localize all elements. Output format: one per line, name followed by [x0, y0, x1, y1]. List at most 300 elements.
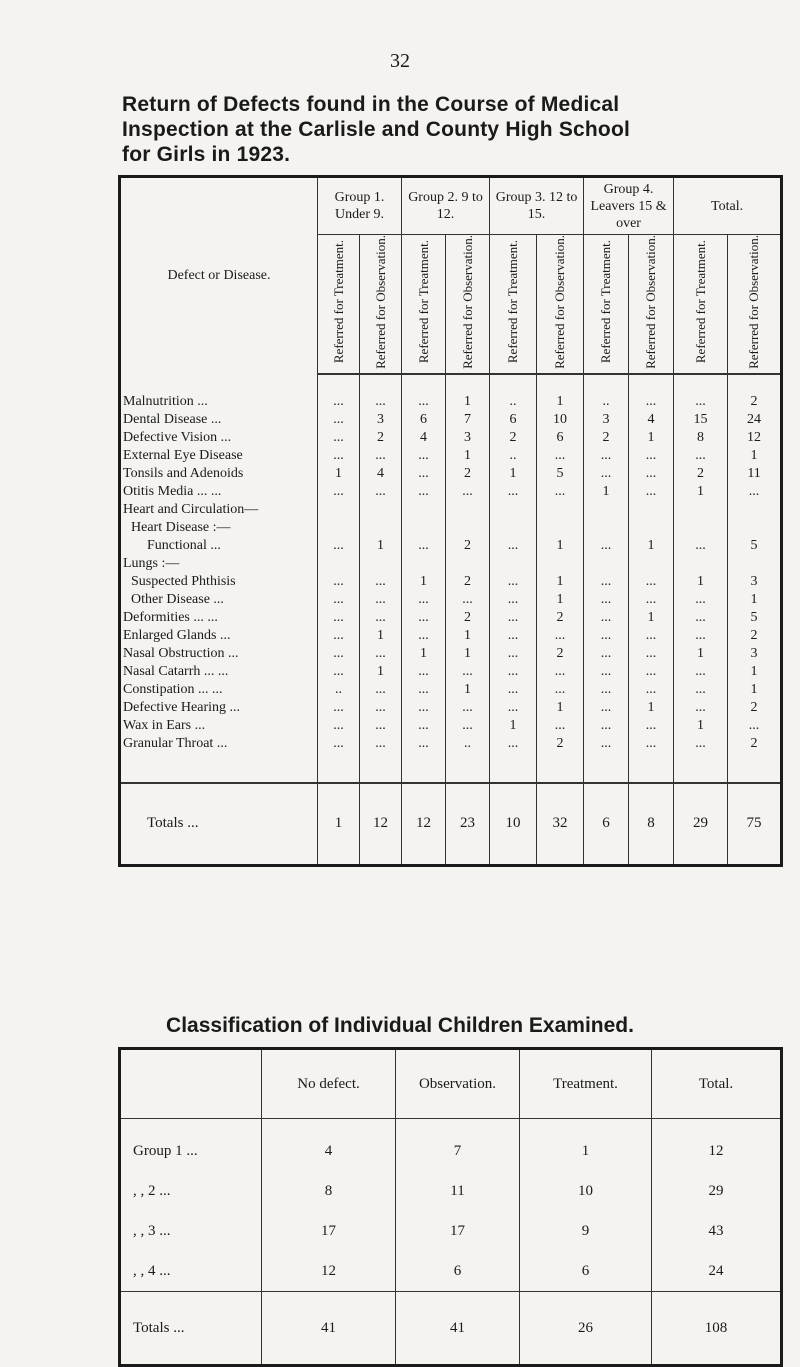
cell-value: ... — [318, 645, 360, 663]
cell-value: ... — [360, 393, 402, 411]
cell-value: ... — [584, 717, 629, 735]
cell-value: 1 — [537, 393, 584, 411]
cell-value: 10 — [537, 411, 584, 429]
cell-value: ... — [629, 591, 674, 609]
subheader-label: Referred for Treatment. — [598, 240, 614, 364]
cell-value — [318, 519, 360, 537]
cell-value: ... — [402, 717, 446, 735]
cell-value — [537, 501, 584, 519]
cell-value — [584, 555, 629, 573]
cell-value: 1 — [629, 537, 674, 555]
cell-value — [674, 501, 728, 519]
table-row — [120, 717, 782, 735]
table-row — [120, 1131, 782, 1171]
cell-value: 9 — [520, 1211, 652, 1251]
spacer-row — [120, 753, 782, 783]
cell-value: ... — [674, 735, 728, 753]
cell-value: 3 — [728, 573, 782, 591]
cell-value: ... — [402, 735, 446, 753]
defect-name: Lungs :— — [123, 555, 180, 571]
cell-value: ... — [537, 681, 584, 699]
referred-observation-header — [728, 235, 782, 374]
spacer-row — [120, 1119, 782, 1132]
table-row — [120, 555, 782, 573]
cell-value: 17 — [262, 1211, 396, 1251]
table-row — [120, 1171, 782, 1211]
cell-value: ... — [318, 429, 360, 447]
cell-value: ... — [402, 663, 446, 681]
cell-value: 7 — [446, 411, 490, 429]
cell-value — [674, 519, 728, 537]
cell-value: 11 — [396, 1171, 520, 1211]
cell-value: ... — [674, 447, 728, 465]
table-row — [120, 411, 782, 429]
cell-value: 1 — [537, 591, 584, 609]
cell-value: ... — [360, 447, 402, 465]
cell-value: ... — [629, 663, 674, 681]
group-header: Group 4. Leavers 15 & over — [584, 177, 674, 235]
cell-value: 3 — [728, 645, 782, 663]
cell-value: 24 — [728, 411, 782, 429]
cell-value: ... — [629, 573, 674, 591]
table-row — [120, 447, 782, 465]
totals-label: Totals ... — [120, 1292, 262, 1366]
cell-value — [446, 501, 490, 519]
cell-value: ... — [490, 483, 537, 501]
cell-value: ... — [584, 663, 629, 681]
cell-value: 12 — [652, 1131, 782, 1171]
cell-value: 2 — [446, 537, 490, 555]
defect-name: Heart Disease :— — [131, 519, 231, 535]
cell-value: ... — [537, 447, 584, 465]
defect-name: Otitis Media ... ... — [123, 483, 222, 499]
cell-value: ... — [584, 627, 629, 645]
table-row — [120, 645, 782, 663]
cell-value — [360, 501, 402, 519]
cell-value: 1 — [728, 681, 782, 699]
cell-value: ... — [490, 537, 537, 555]
defect-name: Defective Hearing ... — [123, 699, 240, 715]
cell-value: ... — [360, 573, 402, 591]
cell-value: ... — [490, 663, 537, 681]
cell-value: ... — [360, 681, 402, 699]
group-header: Total. — [674, 177, 782, 235]
referred-treatment-header — [674, 235, 728, 374]
cell-value: 6 — [402, 411, 446, 429]
cell-value: ... — [318, 591, 360, 609]
cell-value — [584, 501, 629, 519]
cell-value: ... — [490, 627, 537, 645]
table-row — [120, 483, 782, 501]
cell-value: ... — [674, 537, 728, 555]
cell-value: 1 — [490, 717, 537, 735]
cell-value: 1 — [537, 699, 584, 717]
cell-value: ... — [490, 609, 537, 627]
cell-value: 6 — [537, 429, 584, 447]
cell-value: 3 — [360, 411, 402, 429]
cell-value: ... — [446, 483, 490, 501]
cell-value: ... — [490, 699, 537, 717]
cell-value: 1 — [584, 483, 629, 501]
defect-name: Functional ... — [147, 537, 221, 553]
cell-value: ... — [584, 645, 629, 663]
total-value: 6 — [584, 783, 629, 866]
defect-name: Heart and Circulation— — [123, 501, 259, 517]
cell-value: 6 — [396, 1251, 520, 1292]
cell-value: ... — [584, 447, 629, 465]
cell-value: 1 — [446, 393, 490, 411]
subheader-label: Referred for Observation. — [552, 235, 568, 369]
cell-value: 1 — [446, 627, 490, 645]
cell-value: ... — [446, 591, 490, 609]
cell-value: ... — [584, 735, 629, 753]
total-value: 41 — [396, 1292, 520, 1366]
defect-name: External Eye Disease — [123, 447, 243, 463]
cell-value: 1 — [629, 699, 674, 717]
defect-name: Defective Vision ... — [123, 429, 232, 445]
cell-value: 4 — [402, 429, 446, 447]
total-value: 8 — [629, 783, 674, 866]
cell-value — [584, 519, 629, 537]
subheader-label: Referred for Treatment. — [692, 240, 708, 364]
cell-value: 10 — [520, 1171, 652, 1211]
cell-value: ... — [584, 591, 629, 609]
total-value: 23 — [446, 783, 490, 866]
cell-value: 12 — [728, 429, 782, 447]
cell-value — [360, 519, 402, 537]
cell-value: 2 — [446, 609, 490, 627]
group-label: , , 4 ... — [133, 1262, 171, 1279]
group-header: Group 2. 9 to 12. — [402, 177, 490, 235]
cell-value: ... — [490, 573, 537, 591]
cell-value: 1 — [446, 681, 490, 699]
defects-table — [118, 175, 783, 867]
cell-value — [629, 555, 674, 573]
subheader-label: Referred for Treatment. — [415, 240, 431, 364]
cell-value: ... — [728, 483, 782, 501]
cell-value: ... — [402, 393, 446, 411]
cell-value — [537, 555, 584, 573]
cell-value: 3 — [446, 429, 490, 447]
group-label: Group 1 ... — [133, 1142, 198, 1159]
cell-value: ... — [490, 591, 537, 609]
cell-value: 2 — [728, 393, 782, 411]
total-value: 32 — [537, 783, 584, 866]
cell-value: ... — [674, 609, 728, 627]
cell-value: ... — [674, 627, 728, 645]
defect-name: Constipation ... ... — [123, 681, 223, 697]
cell-value: ... — [537, 483, 584, 501]
classification-table — [118, 1047, 783, 1367]
cell-value: ... — [318, 447, 360, 465]
table-row — [120, 1211, 782, 1251]
cell-value: ... — [537, 663, 584, 681]
cell-value: 2 — [537, 645, 584, 663]
cell-value: ... — [360, 483, 402, 501]
table-row — [120, 663, 782, 681]
cell-value: ... — [674, 591, 728, 609]
cell-value: 1 — [674, 483, 728, 501]
defect-column-header: Defect or Disease. — [167, 267, 271, 283]
subheader-label: Referred for Observation. — [459, 235, 475, 369]
referred-observation-header — [629, 235, 674, 374]
referred-observation-header — [360, 235, 402, 374]
cell-value: ... — [446, 663, 490, 681]
cell-value: 29 — [652, 1171, 782, 1211]
cell-value: 1 — [537, 537, 584, 555]
cell-value: ... — [402, 465, 446, 483]
totals-row — [120, 783, 782, 866]
title-line: for Girls in 1923. — [122, 143, 291, 166]
subheader-label: Referred for Observation. — [372, 235, 388, 369]
cell-value: ... — [318, 627, 360, 645]
table-row — [120, 609, 782, 627]
table-row — [120, 627, 782, 645]
totals-row — [120, 1292, 782, 1366]
cell-value: ... — [728, 717, 782, 735]
cell-value: 15 — [674, 411, 728, 429]
total-value: 108 — [652, 1292, 782, 1366]
cell-value: ... — [318, 735, 360, 753]
column-header: No defect. — [262, 1049, 396, 1119]
referred-treatment-header — [490, 235, 537, 374]
table-row — [120, 681, 782, 699]
cell-value: .. — [318, 681, 360, 699]
cell-value: 1 — [402, 645, 446, 663]
cell-value: 1 — [674, 645, 728, 663]
cell-value: ... — [318, 609, 360, 627]
cell-value — [674, 555, 728, 573]
cell-value: ... — [402, 609, 446, 627]
cell-value — [728, 519, 782, 537]
page-number: 32 — [390, 50, 410, 72]
column-header — [120, 1049, 262, 1119]
referred-observation-header — [537, 235, 584, 374]
cell-value: 1 — [446, 645, 490, 663]
spacer-row — [120, 374, 782, 393]
cell-value — [446, 555, 490, 573]
total-value: 41 — [262, 1292, 396, 1366]
title-line: Return of Defects found in the Course of Medical — [122, 93, 620, 116]
cell-value: ... — [318, 537, 360, 555]
cell-value — [728, 555, 782, 573]
cell-value: ... — [629, 465, 674, 483]
cell-value: ... — [318, 573, 360, 591]
cell-value: ... — [360, 717, 402, 735]
cell-value: ... — [402, 537, 446, 555]
group-label: , , 3 ... — [133, 1222, 171, 1239]
cell-value — [629, 501, 674, 519]
cell-value: 1 — [629, 429, 674, 447]
cell-value: 2 — [537, 609, 584, 627]
table-row — [120, 465, 782, 483]
defect-name: Nasal Obstruction ... — [123, 645, 239, 661]
cell-value: ... — [402, 627, 446, 645]
cell-value: ... — [360, 609, 402, 627]
referred-treatment-header — [318, 235, 360, 374]
cell-value: 2 — [446, 465, 490, 483]
cell-value — [318, 501, 360, 519]
referred-treatment-header — [584, 235, 629, 374]
cell-value: ... — [402, 483, 446, 501]
table-row — [120, 735, 782, 753]
cell-value: ... — [360, 699, 402, 717]
total-value: 12 — [402, 783, 446, 866]
cell-value: 1 — [728, 591, 782, 609]
cell-value: ... — [629, 645, 674, 663]
total-value: 29 — [674, 783, 728, 866]
cell-value: ... — [629, 717, 674, 735]
cell-value: ... — [446, 699, 490, 717]
cell-value: 2 — [728, 627, 782, 645]
cell-value: ... — [402, 447, 446, 465]
cell-value: 5 — [728, 537, 782, 555]
cell-value: ... — [674, 699, 728, 717]
subheader-label: Referred for Treatment. — [330, 240, 346, 364]
column-header: Total. — [652, 1049, 782, 1119]
defect-name: Wax in Ears ... — [123, 717, 206, 733]
cell-value: 1 — [629, 609, 674, 627]
cell-value: ... — [318, 663, 360, 681]
cell-value: ... — [584, 465, 629, 483]
table-row — [120, 429, 782, 447]
cell-value — [318, 555, 360, 573]
cell-value: ... — [584, 537, 629, 555]
group-label: , , 2 ... — [133, 1182, 171, 1199]
cell-value: ... — [490, 735, 537, 753]
cell-value: ... — [402, 699, 446, 717]
cell-value: ... — [629, 627, 674, 645]
cell-value: 1 — [537, 573, 584, 591]
cell-value: 1 — [490, 465, 537, 483]
cell-value: ... — [446, 717, 490, 735]
table-row — [120, 591, 782, 609]
defect-name: Granular Throat ... — [123, 735, 228, 751]
cell-value: 1 — [674, 717, 728, 735]
group-header: Group 3. 12 to 15. — [490, 177, 584, 235]
total-value: 26 — [520, 1292, 652, 1366]
cell-value — [728, 501, 782, 519]
cell-value: 2 — [446, 573, 490, 591]
cell-value: 2 — [490, 429, 537, 447]
subheader-label: Referred for Treatment. — [505, 240, 521, 364]
cell-value: 6 — [490, 411, 537, 429]
cell-value: ... — [629, 735, 674, 753]
cell-value — [490, 501, 537, 519]
cell-value: ... — [402, 681, 446, 699]
cell-value: 2 — [728, 735, 782, 753]
cell-value: 2 — [728, 699, 782, 717]
cell-value: ... — [360, 645, 402, 663]
totals-label: Totals ... — [120, 783, 318, 866]
cell-value — [402, 555, 446, 573]
cell-value: 17 — [396, 1211, 520, 1251]
cell-value: ... — [584, 699, 629, 717]
table-row — [120, 519, 782, 537]
cell-value: ... — [629, 393, 674, 411]
cell-value: ... — [360, 591, 402, 609]
title-line: Inspection at the Carlisle and County High School — [122, 118, 631, 141]
cell-value: 1 — [360, 537, 402, 555]
defect-name: Nasal Catarrh ... ... — [123, 663, 229, 679]
cell-value: ... — [318, 717, 360, 735]
cell-value: 2 — [360, 429, 402, 447]
cell-value: ... — [490, 645, 537, 663]
cell-value: 7 — [396, 1131, 520, 1171]
cell-value: ... — [537, 717, 584, 735]
defect-name: Dental Disease ... — [123, 411, 222, 427]
table-row — [120, 537, 782, 555]
cell-value: ... — [674, 393, 728, 411]
cell-value: ... — [584, 573, 629, 591]
cell-value: 1 — [728, 663, 782, 681]
table-row — [120, 393, 782, 411]
cell-value: ... — [490, 681, 537, 699]
cell-value: .. — [490, 447, 537, 465]
cell-value: ... — [318, 699, 360, 717]
cell-value — [446, 519, 490, 537]
group-header: Group 1. Under 9. — [318, 177, 402, 235]
referred-treatment-header — [402, 235, 446, 374]
cell-value: 2 — [584, 429, 629, 447]
cell-value — [402, 519, 446, 537]
cell-value — [360, 555, 402, 573]
cell-value: .. — [446, 735, 490, 753]
cell-value: 24 — [652, 1251, 782, 1292]
cell-value: 8 — [674, 429, 728, 447]
defect-name: Malnutrition ... — [123, 393, 208, 409]
table-row — [120, 573, 782, 591]
cell-value — [537, 519, 584, 537]
cell-value — [490, 555, 537, 573]
cell-value: 4 — [360, 465, 402, 483]
cell-value: 8 — [262, 1171, 396, 1211]
cell-value: ... — [537, 627, 584, 645]
referred-observation-header — [446, 235, 490, 374]
column-header: Observation. — [396, 1049, 520, 1119]
cell-value: ... — [318, 393, 360, 411]
cell-value: .. — [584, 393, 629, 411]
cell-value: ... — [584, 681, 629, 699]
cell-value: ... — [674, 663, 728, 681]
cell-value: 1 — [520, 1131, 652, 1171]
cell-value: ... — [629, 483, 674, 501]
cell-value: 4 — [262, 1131, 396, 1171]
cell-value: 11 — [728, 465, 782, 483]
cell-value: 1 — [360, 663, 402, 681]
cell-value — [629, 519, 674, 537]
cell-value: 12 — [262, 1251, 396, 1292]
total-value: 75 — [728, 783, 782, 866]
total-value: 12 — [360, 783, 402, 866]
subheader-label: Referred for Observation. — [643, 235, 659, 369]
total-value: 1 — [318, 783, 360, 866]
classification-title: Classification of Individual Children Examined. — [166, 1014, 634, 1037]
defect-name: Enlarged Glands ... — [123, 627, 231, 643]
table-row — [120, 501, 782, 519]
cell-value: 6 — [520, 1251, 652, 1292]
table-row — [120, 1251, 782, 1292]
cell-value: 5 — [537, 465, 584, 483]
cell-value: ... — [318, 483, 360, 501]
defect-name: Deformities ... ... — [123, 609, 218, 625]
total-value: 10 — [490, 783, 537, 866]
cell-value: 2 — [537, 735, 584, 753]
cell-value: ... — [674, 681, 728, 699]
table-row — [120, 699, 782, 717]
cell-value: 1 — [728, 447, 782, 465]
cell-value: ... — [629, 681, 674, 699]
